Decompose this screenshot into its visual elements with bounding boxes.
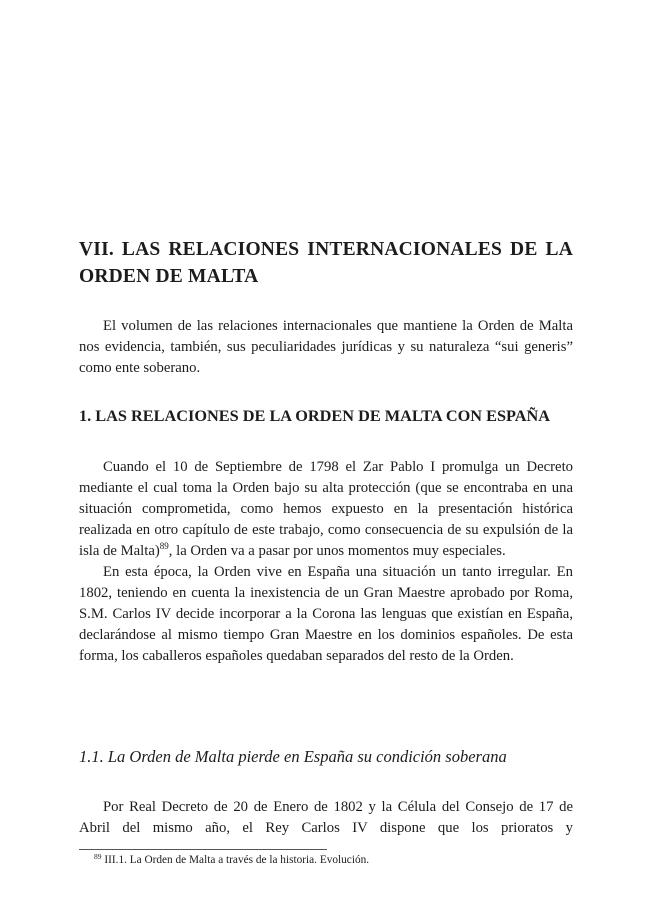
intro-block xyxy=(79,316,573,379)
section-paragraph-1 xyxy=(79,457,573,562)
footnote-reference: 89 xyxy=(159,541,169,551)
subsection-title: 1.1. La Orden de Malta pierde en España su condición soberana xyxy=(79,747,507,766)
intro-paragraph: El volumen de las relaciones internacionales que mantiene la Orden de Malta nos evidencia, también, sus peculiaridades jurídicas y su naturaleza “sui generis” como ente soberano. xyxy=(79,318,573,376)
footnote-number: 89 xyxy=(94,852,102,861)
section-paragraph-2: En esta época, la Orden vive en España una situación un tanto irregular. En 1802, teniendo en cuenta la inexistencia de un Gran Maestre aprobado por Roma, S.M. Carlos IV decide incorporar a la Corona las lenguas que existían en España, declarándose al mismo tiempo Gran Maestre en los dominios españoles. De esta forma, los caballeros españoles quedaban separados del resto de la Orden. xyxy=(79,564,573,664)
footnote-text: III.1. La Orden de Malta a través de la historia. Evolución. xyxy=(104,854,370,866)
section-body xyxy=(79,457,573,667)
subsection-paragraph: Por Real Decreto de 20 de Enero de 1802 y la Célula del Consejo de 17 de Abril del mismo año, el Rey Carlos IV dispone que los prioratos y xyxy=(79,799,573,836)
paragraph-text-after-note: , la Orden va a pasar por unos momentos muy especiales. xyxy=(168,543,506,559)
section-title: 1. LAS RELACIONES DE LA ORDEN DE MALTA CON ESPAÑA xyxy=(79,406,551,425)
footnote xyxy=(94,853,564,868)
footnote-separator xyxy=(79,849,327,850)
paragraph-text-before-note: Cuando el 10 de Septiembre de 1798 el Zar Pablo I promulga un Decreto mediante el cual toma la Orden bajo su alta protección (que se encontraba en una situación comprometida, como hemos expuesto en la presentación histórica realizada en otro capítulo de este trabajo, como consecuencia de su expulsión de la isla de Malta) xyxy=(79,459,573,559)
subsection-body xyxy=(79,797,573,839)
chapter-title: VII. LAS RELACIONES INTERNACIONALES DE LA ORDEN DE MALTA xyxy=(79,239,573,287)
